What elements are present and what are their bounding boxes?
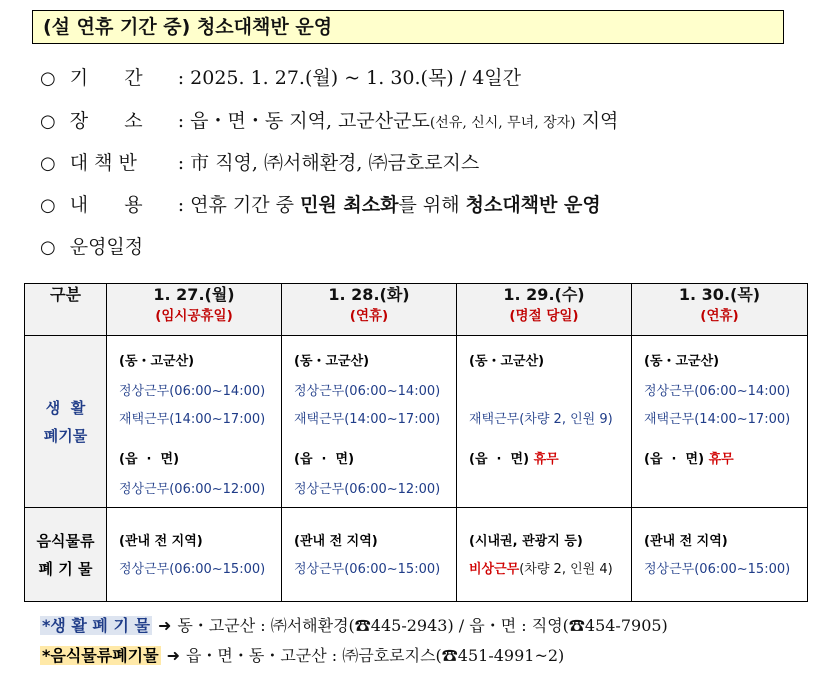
schedule-label: 운영일정: [69, 236, 144, 258]
group-label: (동・고군산): [469, 354, 545, 369]
work-line: 정상근무(06:00~14:00): [644, 384, 791, 399]
header-date: 1. 28.(화): [328, 285, 410, 304]
info-content: [40, 190, 601, 220]
footer-value-food: 읍・면・동・고군산 : ㈜금호로지스(☎451-4991~2): [185, 646, 565, 665]
footer-value-general: 동・고군산 : ㈜서해환경(☎445-2943) / 읍・면 : 직영(☎454-7905): [177, 616, 668, 635]
work-line: 재택근무(14:00~17:00): [644, 412, 791, 427]
work-line: [469, 558, 613, 577]
place-value: : 읍・면・동 지역, 고군산군도: [177, 110, 430, 132]
work-line: 정상근무(06:00~15:00): [294, 562, 441, 577]
content-bold-2: 청소대책반 운영: [465, 194, 601, 216]
team-label: 대 책 반: [69, 152, 137, 174]
category-food-waste: [25, 508, 107, 602]
content-pre: : 연휴 기간 중: [177, 194, 301, 216]
group-label: (동・고군산): [294, 354, 370, 369]
header-category-label: 구분: [50, 285, 81, 304]
category-general-waste: [25, 336, 107, 508]
closed-label: 휴무: [704, 452, 734, 467]
table-cell: [282, 508, 457, 602]
team-value: : 市 직영, ㈜서해환경, ㈜금호로지스: [177, 152, 480, 174]
group-label: (동・고군산): [644, 354, 720, 369]
work-line: 정상근무(06:00~15:00): [119, 562, 266, 577]
header-day: [457, 284, 632, 336]
content-label: 내 용: [69, 194, 143, 216]
category-line: 폐 기 물: [38, 559, 93, 578]
work-line: 정상근무(06:00~12:00): [119, 482, 266, 497]
group-label-text: (읍 · 면): [469, 452, 530, 467]
period-value: : 2025. 1. 27.(월) ~ 1. 30.(목) / 4일간: [177, 67, 521, 89]
work-line: 정상근무(06:00~14:00): [294, 384, 441, 399]
table-header-row: [25, 284, 808, 336]
work-line: 정상근무(06:00~14:00): [119, 384, 266, 399]
place-label: 장 소: [69, 110, 143, 132]
footer-general-waste: [40, 613, 668, 639]
group-label: (동・고군산): [119, 354, 195, 369]
header-day: [632, 284, 808, 336]
table-cell: [632, 336, 808, 508]
content-bold-1: 민원 최소화: [300, 194, 399, 216]
table-cell: [632, 508, 808, 602]
header-date: 1. 27.(월): [153, 285, 235, 304]
header-category: [25, 284, 107, 336]
circle-bullet-icon: ○: [40, 111, 56, 132]
footer-key-general: *생 활 폐 기 물: [42, 616, 150, 635]
group-label: (관내 전 지역): [294, 534, 378, 549]
category-line: 생 활: [45, 398, 86, 417]
closed-label: 휴무: [529, 452, 559, 467]
footer-key-food: *음식물류폐기물: [42, 646, 159, 665]
table-row-general-waste: [25, 336, 808, 508]
work-line: 정상근무(06:00~15:00): [644, 562, 791, 577]
group-label: (관내 전 지역): [644, 534, 728, 549]
group-label: [644, 448, 734, 467]
group-label-text: (읍 · 면): [644, 452, 705, 467]
arrow-right-icon: ➜: [166, 646, 180, 665]
table-cell: [457, 508, 632, 602]
table-cell: [282, 336, 457, 508]
work-line: 정상근무(06:00~12:00): [294, 482, 441, 497]
place-tail: 지역: [575, 110, 619, 132]
table-cell: [107, 336, 282, 508]
circle-bullet-icon: ○: [40, 195, 56, 216]
circle-bullet-icon: ○: [40, 153, 56, 174]
period-label: 기 간: [69, 67, 143, 89]
category-line: 폐기물: [43, 426, 88, 445]
table-cell: [457, 336, 632, 508]
work-line: 재택근무(차량 2, 인원 9): [469, 412, 613, 427]
header-sub: (임시공휴일): [155, 308, 233, 324]
emergency-detail: (차량 2, 인원 4): [519, 562, 613, 577]
group-label: (관내 전 지역): [119, 534, 203, 549]
circle-bullet-icon: ○: [40, 237, 56, 258]
footer-food-waste: [40, 643, 564, 669]
category-line: 음식물류: [36, 531, 95, 550]
table-cell: [107, 508, 282, 602]
group-label: [469, 448, 559, 467]
info-schedule: [40, 232, 143, 262]
page-title: (설 연휴 기간 중) 청소대책반 운영: [32, 10, 784, 44]
header-date: 1. 29.(수): [503, 285, 585, 304]
info-team: [40, 148, 479, 178]
info-place: [40, 106, 618, 136]
table-row-food-waste: [25, 508, 808, 602]
group-label: (읍 · 면): [119, 452, 180, 467]
place-islands: (선유, 신시, 무녀, 장자): [429, 115, 576, 131]
header-date: 1. 30.(목): [678, 285, 761, 304]
header-sub: (연휴): [349, 308, 389, 324]
header-day: [107, 284, 282, 336]
work-line: 재택근무(14:00~17:00): [294, 412, 441, 427]
header-day: [282, 284, 457, 336]
header-sub: (연휴): [700, 308, 739, 324]
header-sub: (명절 당일): [509, 308, 579, 324]
work-line: 재택근무(14:00~17:00): [119, 412, 266, 427]
schedule-table: [24, 283, 808, 602]
info-period: [40, 63, 521, 93]
group-label: (시내권, 관광지 등): [469, 534, 583, 549]
content-mid: 를 위해: [398, 194, 466, 216]
arrow-right-icon: ➜: [157, 616, 172, 635]
circle-bullet-icon: ○: [40, 68, 56, 89]
group-label: (읍 · 면): [294, 452, 355, 467]
emergency-label: 비상근무: [469, 562, 520, 577]
